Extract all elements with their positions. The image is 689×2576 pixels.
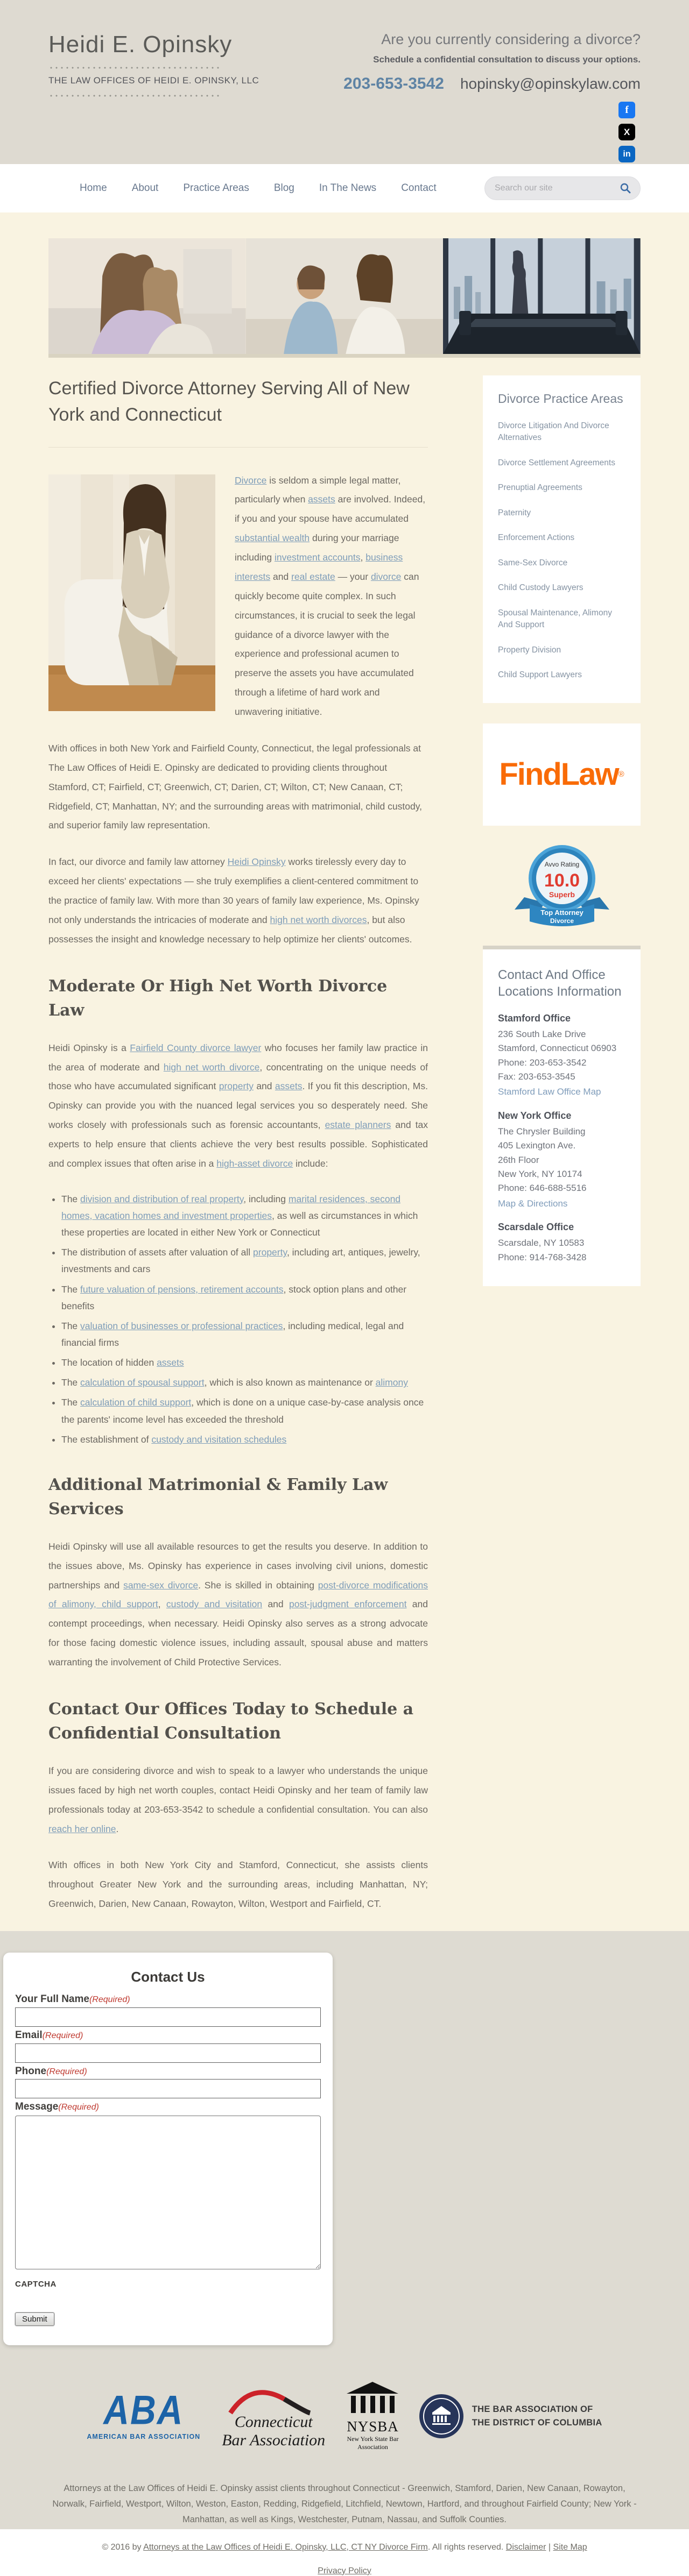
text-link[interactable]: property xyxy=(219,1081,254,1092)
heading-divider xyxy=(48,447,428,448)
nav-item-in-the-news[interactable]: In The News xyxy=(319,182,377,194)
bar-association-logos xyxy=(0,2373,689,2459)
header-phone-link[interactable]: 203-653-3542 xyxy=(343,75,444,93)
practice-area-link[interactable]: Divorce Settlement Agreements xyxy=(498,458,615,467)
text-link[interactable]: assets xyxy=(275,1081,303,1092)
firm-logo-subtitle: THE LAW OFFICES OF HEIDI E. OPINSKY, LLC xyxy=(48,75,259,86)
header-contact-block xyxy=(343,31,641,164)
dotted-divider xyxy=(48,67,221,69)
text-link[interactable]: valuation of businesses or professional practices xyxy=(80,1320,283,1331)
avvo-header-text: Avvo Rating xyxy=(544,860,579,868)
contact-form-title: Contact Us xyxy=(131,1969,205,1985)
newyork-map-link[interactable]: Map & Directions xyxy=(498,1198,568,1209)
required-marker: (Required) xyxy=(58,2103,99,2112)
list-item: • The calculation of child support, which is done on a unique case-by-case analysis once the parents' income level has exceeded the threshold xyxy=(61,1394,428,1428)
text-link[interactable]: division and distribution of real property xyxy=(80,1193,244,1204)
practice-area-link[interactable]: Prenuptial Agreements xyxy=(498,483,582,493)
locations-paragraph: With offices in both New York City and Stamford, Connecticut, she assists clients throughout Greater New York and the surrounding areas, including Manhattan, NY; Greenwich, Darien, New Canaan, Rowayton, Wilton, Westport and Fairfield, CT. xyxy=(48,1860,428,1910)
text-link[interactable]: high-asset divorce xyxy=(216,1158,293,1169)
couple-on-couch-photo xyxy=(246,238,444,354)
email-field[interactable] xyxy=(15,2043,321,2063)
required-marker: (Required) xyxy=(46,2067,87,2076)
practice-areas-title: Divorce Practice Areas xyxy=(498,392,623,406)
office-name: Scarsdale Office xyxy=(498,1222,574,1233)
nav-item-about[interactable]: About xyxy=(131,182,159,194)
text-link[interactable]: Disclaimer xyxy=(505,2542,546,2552)
avvo-ribbon-line1: Top Attorney xyxy=(540,908,583,917)
firm-logo-title: Heidi E. Opinsky xyxy=(48,31,233,58)
office-address-line: 405 Lexington Ave. xyxy=(498,1140,576,1151)
dc-bar-logo[interactable]: THE BAR ASSOCIATION OF THE DISTRICT OF COLUMBIA xyxy=(418,2393,602,2439)
copyright-line: © 2016 by Attorneys at the Law Offices of Heidi E. Opinsky, LLC, CT NY Divorce Firm. All rights reserved. Disclaimer | Site Map xyxy=(102,2542,587,2552)
office-fax-line: Fax: 203-653-3545 xyxy=(498,1071,575,1082)
office-phone-line: Phone: 203-653-3542 xyxy=(498,1057,587,1068)
search-input[interactable] xyxy=(494,183,620,194)
email-field-label: Email xyxy=(15,2029,43,2041)
practice-area-link[interactable]: Child Custody Lawyers xyxy=(498,583,583,593)
required-marker: (Required) xyxy=(42,2031,83,2040)
text-link[interactable]: custody and visitation xyxy=(166,1599,263,1610)
text-link[interactable]: Divorce xyxy=(235,474,267,486)
office-locations-box xyxy=(483,946,641,1286)
text-link[interactable]: Attorneys at the Law Offices of Heidi E. Opinsky, LLC, CT NY Divorce Firm xyxy=(143,2542,428,2552)
text-link[interactable]: real estate xyxy=(291,571,335,582)
header-tagline-2: Schedule a confidential consultation to discuss your options. xyxy=(373,54,641,65)
message-field[interactable] xyxy=(15,2116,321,2269)
hero-image-strip xyxy=(48,238,641,354)
findlaw-logo[interactable]: FindLaw ® xyxy=(483,723,641,826)
full-name-field[interactable] xyxy=(15,2007,321,2027)
nav-item-home[interactable]: Home xyxy=(80,182,107,194)
text-link[interactable]: calculation of spousal support xyxy=(80,1377,205,1388)
linkedin-icon[interactable]: in xyxy=(618,146,635,162)
text-link[interactable]: marital residences, second homes, vacation homes and investment properties xyxy=(61,1193,401,1221)
conference-room-photo xyxy=(443,238,641,354)
phone-field-label: Phone xyxy=(15,2065,47,2077)
practice-areas-box xyxy=(483,375,641,703)
avvo-rating-badge[interactable] xyxy=(514,841,610,929)
text-link[interactable]: same-sex divorce xyxy=(123,1579,199,1591)
dc-bar-seal-icon xyxy=(418,2393,465,2439)
office-name: Stamford Office xyxy=(498,1013,571,1024)
section-heading-contact: Contact Our Offices Today to Schedule a Confidential Consultation xyxy=(48,1699,414,1743)
social-links xyxy=(343,102,641,162)
office-address-line: 236 South Lake Drive xyxy=(498,1029,586,1039)
text-link[interactable]: Fairfield County divorce lawyer xyxy=(130,1042,262,1053)
nav-item-blog[interactable]: Blog xyxy=(273,182,294,194)
facebook-icon[interactable]: f xyxy=(618,102,635,118)
section-heading-additional: Additional Matrimonial & Family Law Services xyxy=(48,1475,388,1518)
text-link[interactable]: alimony xyxy=(375,1377,408,1388)
connecticut-bar-logo[interactable]: Connecticut Bar Association xyxy=(220,2383,327,2450)
list-item: • The future valuation of pensions, retirement accounts, stock option plans and other benefits xyxy=(61,1281,428,1315)
text-link[interactable]: assets xyxy=(308,494,335,505)
high-asset-issues-list xyxy=(48,1191,428,1448)
text-link[interactable]: assets xyxy=(157,1357,184,1368)
message-field-label: Message xyxy=(15,2101,59,2113)
practice-area-link[interactable]: Child Support Lawyers xyxy=(498,670,582,680)
phone-field[interactable] xyxy=(15,2079,321,2098)
list-item: • The location of hidden assets xyxy=(61,1354,428,1371)
sidebar xyxy=(483,375,641,1286)
contact-paragraph: If you are considering divorce and wish to speak to a lawyer who understands the unique issues faced by high net worth couples, contact Heidi Opinsky and her team of family law professionals today at 203-653-3542 to schedule a confidential consultation. You can also reach her online. xyxy=(48,1765,428,1834)
office-locations-title: Contact And Office Locations Information xyxy=(498,967,622,999)
text-link[interactable]: substantial wealth xyxy=(235,533,310,544)
text-link[interactable]: post-divorce modifications of alimony, child support xyxy=(48,1579,428,1610)
practice-area-link[interactable]: Property Division xyxy=(498,645,561,655)
nav-item-contact[interactable]: Contact xyxy=(401,182,437,194)
site-header xyxy=(0,0,689,164)
avvo-level-text: Superb xyxy=(549,890,575,899)
offices-paragraph: With offices in both New York and Fairfield County, Connecticut, the legal professionals at The Law Offices of Heidi E. Opinsky are dedicated to providing clients throughout Stamford, CT; Fairfield, CT; Greenwich, CT; Darien, CT; Wilton, CT; New Canaan, CT; Ridgefield, CT; Manhattan, NY; and the surrounding areas with matrimonial, child custody, and superior family law representation. xyxy=(48,742,423,831)
text-link[interactable]: business interests xyxy=(235,552,403,582)
mother-and-daughter-photo xyxy=(48,238,246,354)
office-phone-line: Phone: 914-768-3428 xyxy=(498,1252,587,1262)
section-heading-networth: Moderate Or High Net Worth Divorce Law xyxy=(48,976,388,1020)
arch-icon xyxy=(220,2388,327,2413)
list-item: • The establishment of custody and visitation schedules xyxy=(61,1431,428,1448)
text-link[interactable]: calculation of child support xyxy=(80,1397,192,1408)
header-tagline: Are you currently considering a divorce? xyxy=(381,31,641,47)
service-area-text: Attorneys at the Law Offices of Heidi E. Opinsky assist clients throughout Connecticut - Greenwich, Stamford, Darien, New Canaan, Rowayton, Norwalk, Fairfield, Westport, Wilton, Weston, Easton, Redding, Ridgefield, Litchfield, Newtown, Hartford, and throughout Fairfield County; New York - Manhattan, as well as Kings, Westchester, Putnam, Nassau, and Suffolk Counties. xyxy=(52,2483,637,2524)
text-link[interactable]: divorce xyxy=(370,571,402,582)
text-link[interactable]: custody and visitation schedules xyxy=(151,1434,287,1445)
office-address-line: New York, NY 10174 xyxy=(498,1169,582,1179)
text-link[interactable]: future valuation of pensions, retirement accounts xyxy=(80,1283,284,1295)
dotted-divider xyxy=(48,95,221,97)
office-phone-line: Phone: 646-688-5516 xyxy=(498,1183,587,1194)
office-address-line: 26th Floor xyxy=(498,1154,539,1165)
text-link[interactable]: estate planners xyxy=(325,1119,391,1131)
logo-block[interactable] xyxy=(48,31,259,164)
courthouse-icon xyxy=(347,2382,398,2415)
office-scarsdale xyxy=(498,1222,625,1265)
text-link[interactable]: high net worth divorce xyxy=(163,1061,260,1073)
list-item: • The division and distribution of real property, including marital residences, second homes, vacation homes and investment properties, as well as circumstances in which these properties are located in either New York or Connecticut xyxy=(61,1191,428,1241)
list-item: • The valuation of businesses or professional practices, including medical, legal and financial firms xyxy=(61,1318,428,1351)
nav-item-practice-areas[interactable]: Practice Areas xyxy=(183,182,249,194)
footer-section xyxy=(0,1931,689,2575)
search-icon[interactable] xyxy=(620,182,631,194)
main-content-area xyxy=(0,212,689,1931)
intro-paragraph: Divorce is seldom a simple legal matter, particularly when assets are involved. Indeed, if you and your spouse have accumulated substantial wealth during your marriage including investment accounts, business interests and real estate — your divorce can quickly become quite complex. In such circumstances, it is crucial to seek the legal guidance of a divorce lawyer with the experience and professional acumen to preserve the assets you have accumulated through a lifetime of hard work and unwavering initiative. xyxy=(235,474,426,718)
name-field-label: Your Full Name xyxy=(15,1993,89,2005)
office-address-line: Stamford, Connecticut 06903 xyxy=(498,1043,617,1054)
site-search[interactable] xyxy=(484,176,641,200)
nysba-logo[interactable]: NYSBA New York State Bar Association xyxy=(347,2382,399,2451)
captcha-label: CAPTCHA xyxy=(15,2280,57,2289)
text-link[interactable]: Site Map xyxy=(553,2542,587,2552)
networth-paragraph: Heidi Opinsky is a Fairfield County divorce lawyer who focuses her family law practice in the area of moderate and high net worth divorce, concentrating on the unique needs of those who have accumulated significant property and assets. If you fit this description, Ms. Opinsky can provide you with the nuanced legal services you so desperately need. She works closely with professionals such as forensic accountants, estate planners and tax experts to help ensure that clients achieve the very best results possible. Sophisticated and complex issues that often arise in a high-asset divorce include: xyxy=(48,1042,428,1169)
office-address-line: Scarsdale, NY 10583 xyxy=(498,1238,585,1248)
avvo-ribbon-line2: Divorce xyxy=(550,917,574,925)
attorney-portrait-photo xyxy=(48,474,215,711)
main-article xyxy=(48,375,428,1931)
attorney-paragraph: In fact, our divorce and family law attorney Heidi Opinsky works tirelessly every day to exceed her clients' expectations — she truly exemplifies a client-centered commitment to the practice of family law. With more than 30 years of family law experience, Ms. Opinsky not only understands the intricacies of moderate and high net worth divorces, but also possesses the insight and knowledge necessary to help optimize her clients' outcomes. xyxy=(48,856,419,945)
text-link[interactable]: high net worth divorces xyxy=(270,914,367,925)
text-link[interactable]: investment accounts xyxy=(274,552,361,563)
x-icon[interactable]: X xyxy=(618,124,635,140)
practice-area-link[interactable]: Same-Sex Divorce xyxy=(498,558,568,567)
practice-area-link[interactable]: Divorce Litigation And Divorce Alternatives xyxy=(498,421,609,443)
office-new-york xyxy=(498,1110,625,1212)
stamford-map-link[interactable]: Stamford Law Office Map xyxy=(498,1087,601,1097)
submit-button[interactable]: Submit xyxy=(15,2312,54,2326)
privacy-policy-link[interactable]: Privacy Policy xyxy=(318,2566,371,2575)
main-navigation xyxy=(0,164,689,212)
practice-area-link[interactable]: Paternity xyxy=(498,508,531,517)
required-marker: (Required) xyxy=(89,1995,130,2005)
header-email-link[interactable]: hopinsky@opinskylaw.com xyxy=(460,75,641,92)
office-address-line: The Chrysler Building xyxy=(498,1126,586,1137)
list-item: • The calculation of spousal support, which is also known as maintenance or alimony xyxy=(61,1374,428,1391)
text-link[interactable]: post-judgment enforcement xyxy=(289,1599,407,1610)
contact-form-card xyxy=(3,1953,333,2345)
avvo-score-text: 10.0 xyxy=(544,870,580,891)
text-link[interactable]: property xyxy=(253,1247,287,1258)
practice-area-link[interactable]: Enforcement Actions xyxy=(498,533,575,543)
page-title: Certified Divorce Attorney Serving All of New York and Connecticut xyxy=(48,378,410,425)
additional-services-paragraph: Heidi Opinsky will use all available resources to get the results you deserve. In addition to the issues above, Ms. Opinsky has experience in cases involving civil unions, domestic partnerships and same-sex divorce. She is skilled in obtaining post-divorce modifications of alimony, child support, custody and visitation and post-judgment enforcement and contempt proceedings, when necessary. Heidi Opinsky also serves as a strong advocate for those facing domestic violence issues, including assault, spousal abuse and matters warranting the involvement of Child Protective Services. xyxy=(48,1541,428,1668)
list-item: • The distribution of assets after valuation of all property, including art, antiques, jewelry, investments and cars xyxy=(61,1244,428,1278)
text-link[interactable]: Heidi Opinsky xyxy=(227,856,286,868)
office-stamford xyxy=(498,1013,625,1101)
aba-logo[interactable]: ABA AMERICAN BAR ASSOCIATION xyxy=(87,2387,201,2441)
practice-area-link[interactable]: Spousal Maintenance, Alimony And Support xyxy=(498,608,612,630)
office-name: New York Office xyxy=(498,1110,572,1121)
text-link[interactable]: reach her online xyxy=(48,1823,116,1834)
